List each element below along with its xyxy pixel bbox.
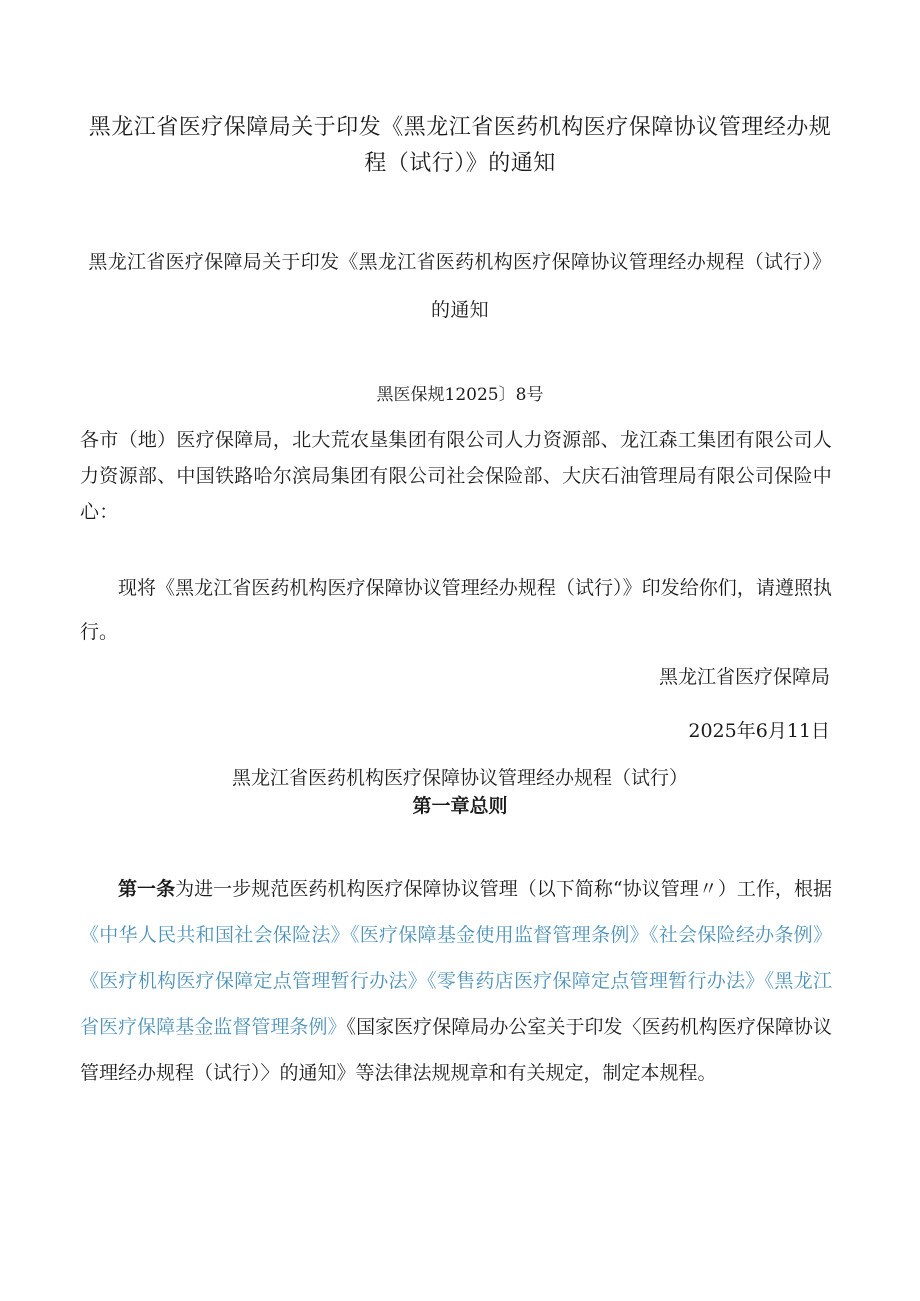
document-title: 黑龙江省医疗保障局关于印发《黑龙江省医药机构医疗保障协议管理经办规程（试行）》的通知 [88, 115, 832, 176]
article-1-paragraph [80, 866, 832, 1096]
law-link-heilongjiang-fund-regulation[interactable]: 《黑龙江省医疗保障基金监督管理条例》 [80, 970, 832, 1038]
document-number: 黑医保规12025〕8号 [376, 385, 544, 405]
notice-paragraph: 现将《黑龙江省医药机构医疗保障协议管理经办规程（试行）》印发给你们，请遵照执行。 [80, 577, 832, 643]
law-link-medical-institution-measures[interactable]: 《医疗机构医疗保障定点管理暂行办法》 [80, 970, 428, 992]
recipients-paragraph: 各市（地）医疗保障局，北大荒农垦集团有限公司人力资源部、龙江森工集团有限公司人力资源部、中国铁路哈尔滨局集团有限公司社会保险部、大庆石油管理局有限公司保险中心： [80, 429, 832, 523]
law-link-social-insurance-law[interactable]: 《中华人民共和国社会保险法》 [80, 924, 350, 946]
document-subtitle: 黑龙江省医疗保障局关于印发《黑龙江省医药机构医疗保障协议管理经办规程（试行）》的通知 [88, 251, 832, 321]
law-link-social-insurance-handling-regulation[interactable]: 《社会保险经办条例》 [648, 924, 832, 946]
article-1-tail: 《国家医疗保障局办公室关于印发〈医药机构医疗保障协议管理经办规程（试行）〉的通知》等法律法规规章和有关规定，制定本规程。 [80, 1016, 832, 1084]
issue-date: 2025年6月11日 [688, 720, 830, 742]
law-link-fund-supervision-regulation[interactable]: 《医疗保障基金使用监督管理条例》 [349, 924, 649, 946]
regulation-title: 黑龙江省医药机构医疗保障协议管理经办规程（试行） [231, 767, 688, 789]
law-link-retail-pharmacy-measures[interactable]: 《零售药店医疗保障定点管理暂行办法》 [427, 970, 765, 992]
issuer-signature: 黑龙江省医疗保障局 [658, 666, 830, 688]
article-1-label: 第一条 [118, 878, 176, 900]
chapter-heading: 第一章总则 [412, 795, 508, 817]
article-1-intro: 为进一步规范医药机构医疗保障协议管理（以下简称“协议管理〃）工作，根据 [175, 878, 832, 900]
